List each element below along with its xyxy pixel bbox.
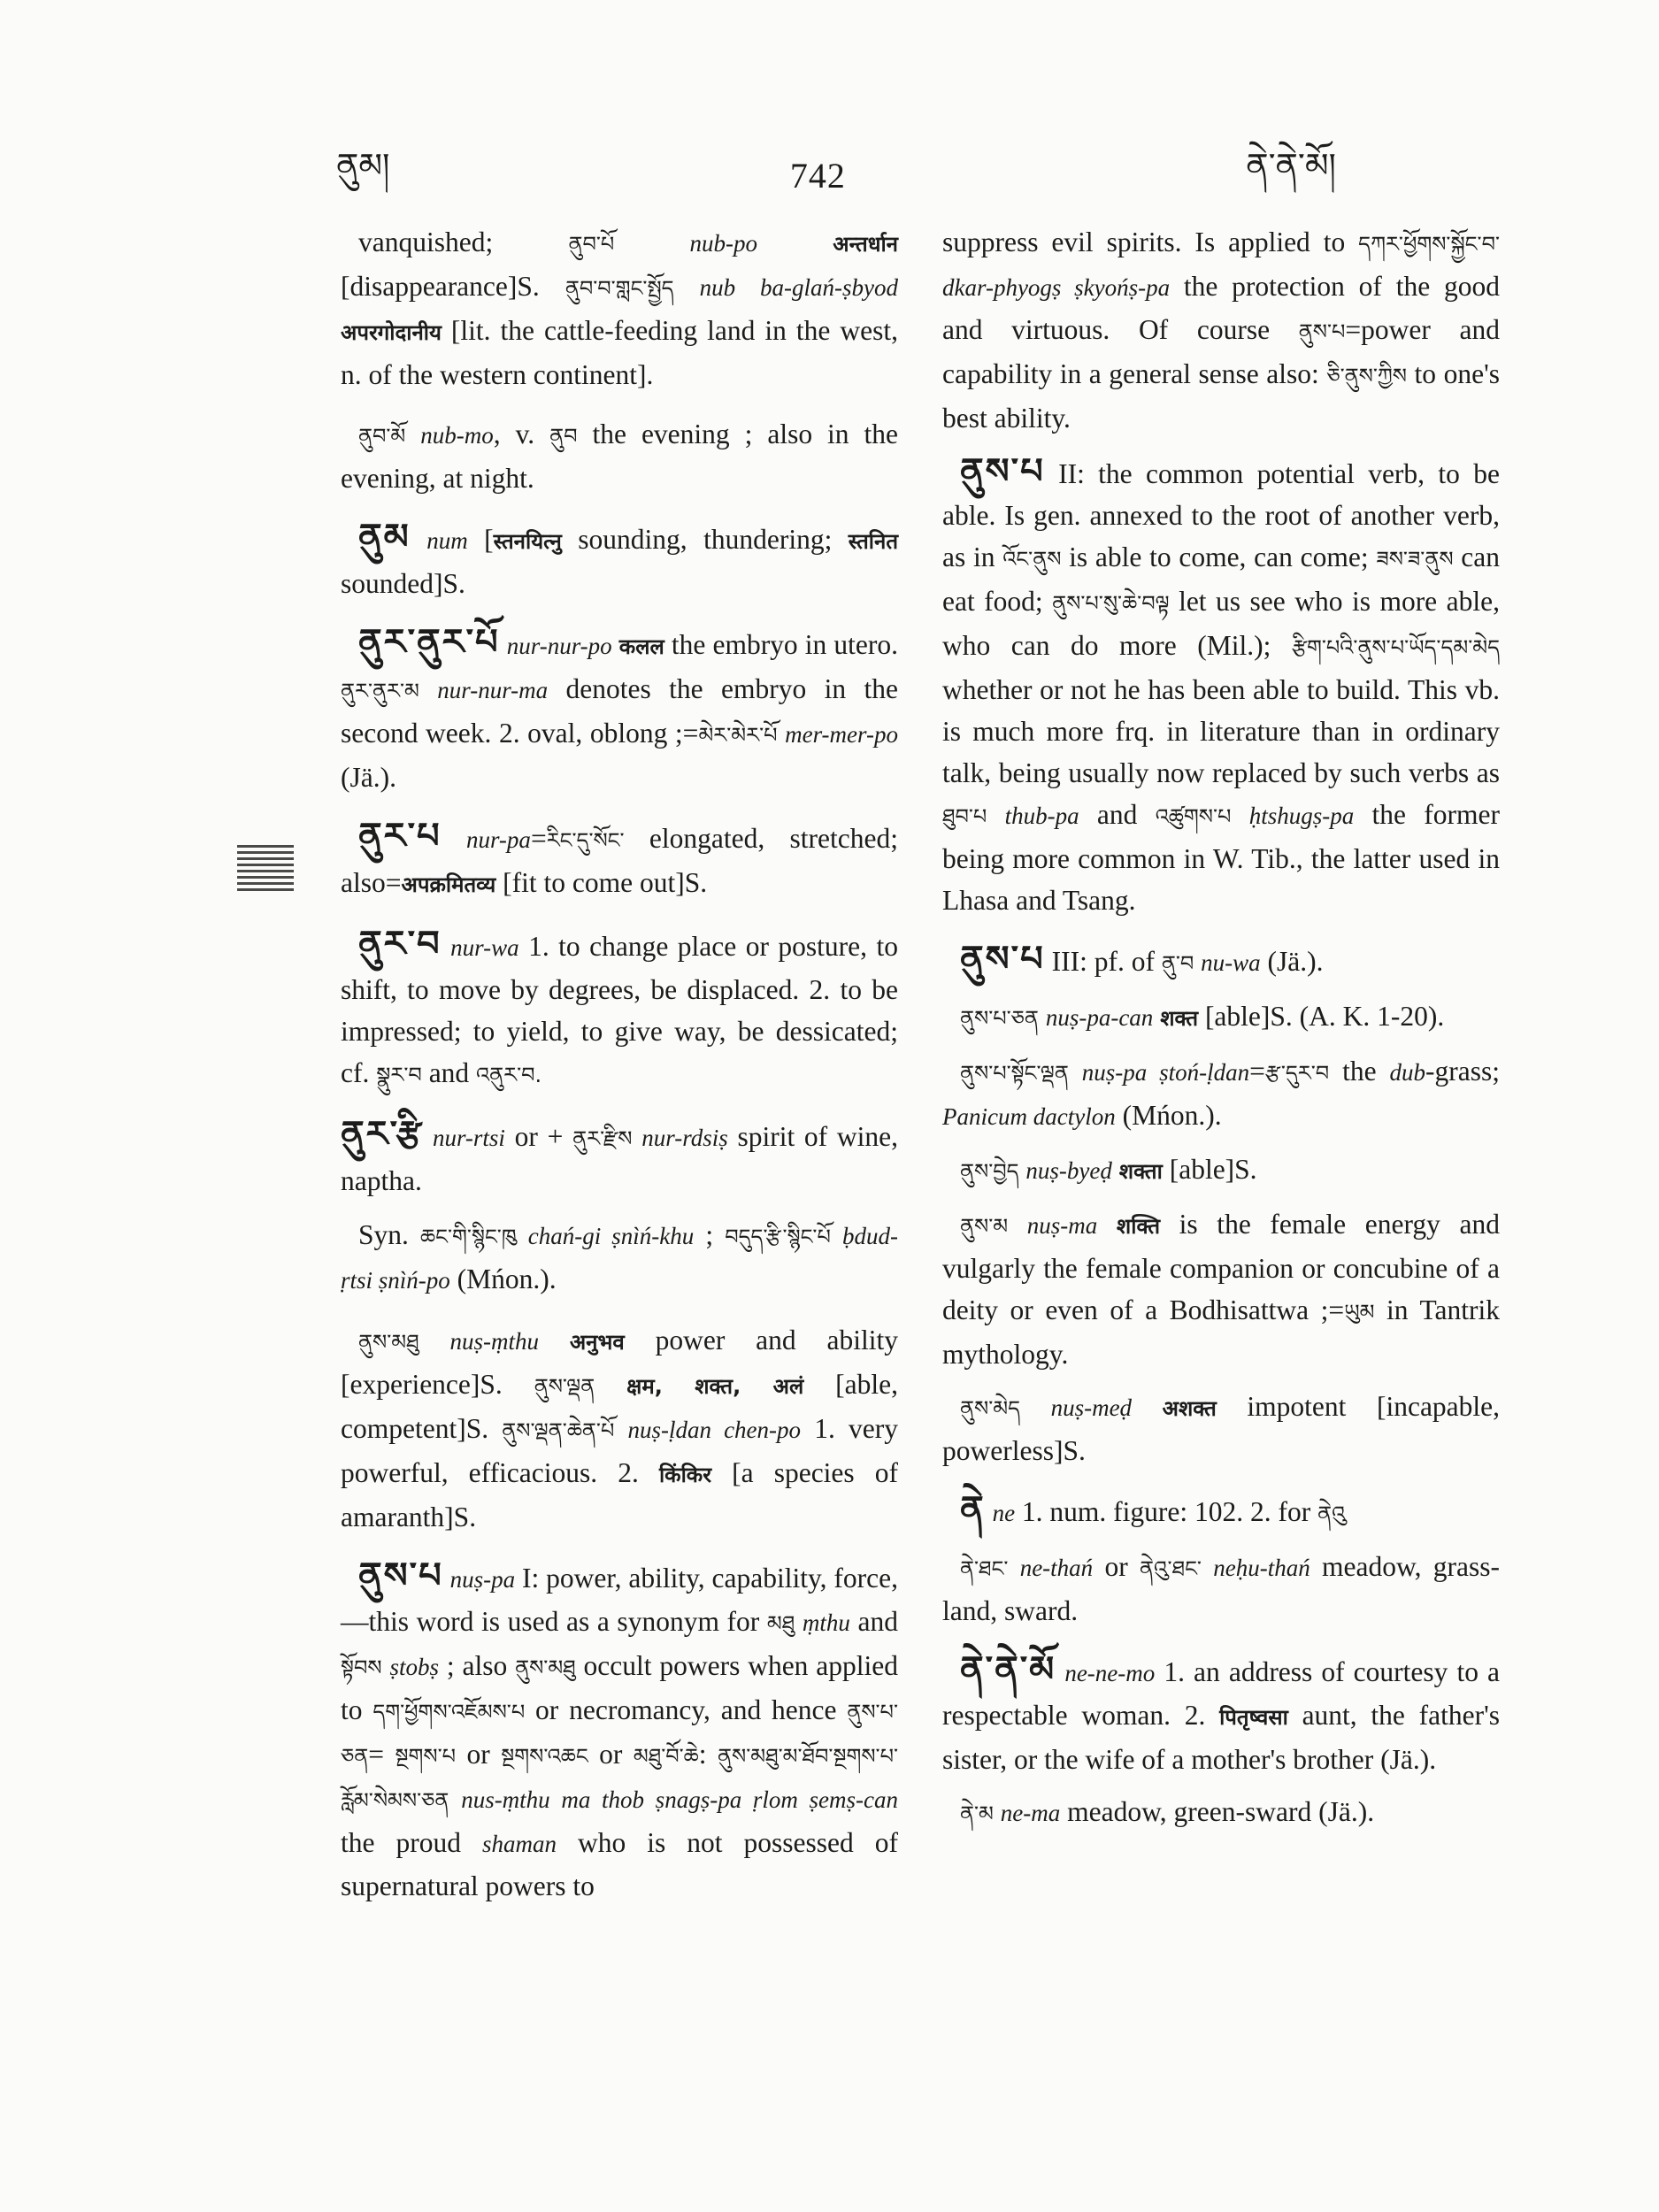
entry-text: can eat food; — [942, 541, 1501, 617]
entry-text — [795, 1606, 803, 1637]
transliteration: nuṣ-ḷdan chen-po — [627, 1417, 802, 1443]
dictionary-entry — [341, 622, 898, 798]
dictionary-entry — [942, 1791, 1500, 1835]
entry-text: the embryo in utero. — [664, 629, 898, 660]
entry-text: power and ability [experience]S. — [341, 1325, 899, 1400]
sanskrit-word: शक्त — [1160, 1006, 1199, 1031]
entry-text: occult powers when applied to — [341, 1650, 899, 1725]
left-guide-word: ནུམ། — [336, 145, 390, 185]
headword: ནུས་པ — [960, 939, 1045, 979]
entry-text: , v. — [493, 419, 550, 449]
dictionary-entry — [341, 816, 898, 906]
tibetan-word: ནུས་མཐུ — [515, 1655, 576, 1680]
headword: ནུར་ནུར་པོ — [358, 622, 500, 663]
tibetan-word: འོང་ནུས — [1002, 547, 1062, 572]
tibetan-word: འནུར་བ. — [476, 1063, 542, 1087]
entry-text — [1231, 799, 1248, 830]
dictionary-entry — [942, 451, 1500, 921]
entry-text — [1202, 1551, 1213, 1582]
entry-text: meadow, grass-land, sward. — [942, 1551, 1501, 1626]
entry-text: = — [530, 823, 547, 854]
entry-text — [612, 629, 619, 660]
tibetan-word: ནེའུ་ཐང་ — [1139, 1556, 1202, 1581]
entry-text — [1008, 1209, 1027, 1240]
entry-text: to one's best ability. — [942, 358, 1500, 434]
dictionary-entry — [341, 413, 898, 499]
entry-text: 1. an address of courtesy to a respectable woman. 2. — [942, 1656, 1501, 1731]
tibetan-word: བདུད་རྩི་སྙིང་པོ — [725, 1225, 831, 1249]
transliteration: nur-wa — [450, 934, 519, 961]
entry-text: vanquished; — [358, 227, 569, 257]
transliteration: ḅdud-ṛtsi ṣnìń-po — [341, 1223, 898, 1294]
transliteration: nur-rtsi — [432, 1125, 505, 1151]
headword: ནུར་རྩི — [341, 1114, 424, 1155]
entry-text — [987, 799, 1004, 830]
dictionary-entry — [942, 1148, 1500, 1193]
entry-text: the protection of the good and virtuous. Of course — [942, 271, 1500, 345]
sanskrit-word: अनुभव — [569, 1330, 625, 1355]
transliteration: ne-ma — [1000, 1800, 1061, 1826]
dictionary-entry — [942, 1546, 1500, 1632]
left-column — [341, 221, 898, 1924]
dictionary-entry — [341, 1319, 898, 1538]
transliteration: nub-po — [689, 230, 758, 257]
entry-text: ; — [694, 1219, 726, 1250]
transliteration: nu-wa — [1201, 949, 1261, 976]
sanskrit-word: पितृष्वसा — [1219, 1705, 1288, 1730]
entry-text — [500, 629, 507, 660]
entry-text: 1. to change place or posture, to shift, to move by degrees, be displaced. 2. to be impressed; to yield, to give way, be dessicated; cf. — [341, 931, 899, 1088]
dictionary-entry — [942, 995, 1500, 1040]
sanskrit-word: स्तनयित्नु — [493, 529, 562, 554]
entry-text — [423, 1121, 433, 1152]
tibetan-word: ཟས་ཟ་ནུས — [1376, 547, 1454, 572]
tibetan-word: ནུས་མ — [960, 1214, 1009, 1239]
entry-text: = — [1249, 1056, 1265, 1087]
transliteration: nur-nur-ma — [437, 677, 549, 703]
entry-text — [1069, 1056, 1082, 1087]
entry-text — [449, 1783, 461, 1814]
entry-text: the evening ; also in the evening, at night. — [341, 419, 898, 494]
sanskrit-word: स्तनित — [848, 529, 898, 554]
entry-text — [1112, 1154, 1119, 1185]
entry-text — [614, 1413, 627, 1444]
transliteration: nus-ṃthu ma thob ṣnagṣ-pa ṛlom ṣemṣ-can — [461, 1786, 899, 1813]
tibetan-word: མེར་མེར་པོ — [698, 723, 778, 748]
transliteration: mer-mer-po — [785, 721, 898, 748]
sanskrit-word: शक्ता — [1118, 1159, 1163, 1184]
entry-text — [614, 227, 689, 257]
entry-text — [443, 1563, 450, 1594]
entry-text: sounded]S. — [341, 568, 465, 599]
transliteration: ṣtobṣ — [389, 1654, 439, 1680]
entry-text — [994, 1796, 1001, 1827]
headword: ནུར་བ — [358, 924, 442, 964]
right-guide-word: ནེ་ནེ་མོ། — [1246, 145, 1336, 185]
entry-text: [a species of amaranth]S. — [341, 1457, 898, 1532]
entry-text: and — [849, 1606, 899, 1637]
tibetan-word: ནེ་མ — [960, 1801, 994, 1826]
tibetan-word: ནུས་ལྡན — [534, 1374, 595, 1399]
entry-text: is the female energy and vulgarly the female companion or concubine of a deity or even of a Bodhisattwa ;= — [942, 1209, 1501, 1325]
sanskrit-word: अपक्रमितव्य — [401, 872, 496, 897]
dictionary-entry — [942, 939, 1500, 985]
entry-text — [405, 419, 420, 449]
right-column — [942, 221, 1500, 1853]
tibetan-word: ནུབ་པོ — [568, 232, 615, 257]
transliteration: ne-thań — [1019, 1555, 1094, 1581]
tibetan-word: རྩ་དུར་བ — [1264, 1061, 1330, 1086]
transliteration: dkar-phyogṣ ṣkyońṣ-pa — [942, 274, 1171, 301]
margin-stamp-icon — [237, 845, 294, 895]
entry-text: 1. num. figure: 102. 2. for — [1015, 1496, 1318, 1527]
tibetan-word: ནུས་པ་ཅན — [960, 1006, 1039, 1031]
transliteration: nuṣ-pa-can — [1045, 1004, 1154, 1031]
tibetan-word: ནུས་བྱེད — [960, 1159, 1019, 1184]
entry-text: aunt, the father's sister, or the wife of a mother's brother (Jä.). — [942, 1700, 1500, 1775]
transliteration: ḥtshugṣ-pa — [1248, 803, 1355, 829]
entry-text — [831, 1219, 842, 1250]
transliteration: nuṣ-ṃthu — [449, 1328, 539, 1355]
dictionary-entry — [942, 1050, 1500, 1138]
entry-text: elongated, stretched; also= — [341, 823, 898, 898]
transliteration: thub-pa — [1004, 803, 1079, 829]
entry-text: suppress evil spirits. Is applied to — [942, 227, 1359, 257]
entry-text: II: the common potential verb, to be able. Is gen. annexed to the root of another verb, as in — [942, 458, 1500, 572]
entry-text — [778, 718, 786, 749]
tibetan-word: ནུས་པ་ཅན — [341, 1700, 898, 1769]
entry-text — [1097, 1209, 1117, 1240]
entry-text — [419, 1325, 450, 1356]
sanskrit-word: कलल — [618, 634, 664, 659]
headword: ནུམ — [358, 517, 411, 557]
entry-text: [lit. the cattle-feeding land in the west, n. of the western continent]. — [341, 315, 898, 390]
entry-text: whether or not he has been able to build. This vb. is much more frq. in literature than in ordinary talk, being usually now replaced by such verbs as — [942, 674, 1500, 788]
sanskrit-word: अशक्त — [1162, 1396, 1217, 1421]
transliteration: nub ba-glań-ṣbyod — [699, 274, 899, 301]
tibetan-word: ནེའུ — [1317, 1502, 1346, 1526]
entry-text: or — [456, 1739, 502, 1770]
sanskrit-word: किंकिर — [658, 1463, 712, 1487]
dictionary-entry — [341, 1555, 898, 1907]
headword: ནུས་པ — [358, 1555, 443, 1596]
tibetan-word: ནུས་པ་སྟོང་ལྡན — [960, 1061, 1069, 1086]
transliteration: dub — [1389, 1059, 1426, 1086]
entry-text: or necromancy, and hence — [525, 1694, 848, 1725]
entry-text: =power and capability in a general sense also: — [942, 314, 1501, 389]
dictionary-entry — [341, 221, 898, 396]
tibetan-word: རྩིག་པའི་ནུས་པ་ཡོད་དམ་མེད — [1291, 635, 1500, 660]
tibetan-word: སྟོབས — [341, 1655, 382, 1680]
entry-text: denotes the embryo in the second week. 2. oval, oblong ;= — [341, 673, 898, 749]
entry-text — [539, 1325, 570, 1356]
transliteration: nuṣ-ma — [1026, 1212, 1098, 1239]
tibetan-word: ནུས་མཐུ་མ་ཐོབ་སྔགས་པ་རློམ་སེམས་ཅན — [341, 1744, 898, 1813]
sanskrit-word: क्षम, शक्त, अलं — [626, 1374, 804, 1399]
dictionary-entry — [341, 1214, 898, 1302]
entry-text — [674, 271, 700, 302]
headword: ནུར་པ — [358, 816, 442, 856]
tibetan-word: ནུབ་མོ — [358, 424, 406, 449]
entry-text: = — [368, 1739, 396, 1770]
entry-text: (Mńon.). — [1115, 1100, 1222, 1131]
entry-text: or — [588, 1739, 634, 1770]
transliteration: chań-gi ṣnìń-khu — [527, 1223, 695, 1249]
entry-text — [1056, 1656, 1064, 1687]
transliteration: ne — [992, 1500, 1016, 1526]
entry-text: (Mńon.). — [449, 1263, 557, 1294]
entry-text: sounding, thundering; — [561, 524, 849, 555]
tibetan-word: ནུས་མེད — [960, 1396, 1020, 1421]
entry-text: spirit of wine, naptha. — [341, 1121, 899, 1196]
tibetan-word: མཐུ — [766, 1611, 795, 1636]
entry-text — [1194, 946, 1201, 977]
tibetan-word: འཚུགས་པ — [1155, 804, 1232, 829]
entry-text: 1. very powerful, efficacious. 2. — [341, 1413, 898, 1488]
transliteration: nuṣ-pa ṣtoń-ḷdan — [1081, 1059, 1250, 1086]
dictionary-entry — [942, 221, 1500, 439]
tibetan-word: སྣུར་བ — [376, 1063, 422, 1087]
entry-text: III: pf. of — [1044, 946, 1162, 977]
entry-text: or + — [504, 1121, 573, 1152]
transliteration: nuṣ-pa — [449, 1566, 516, 1593]
tibetan-word: ནུབ་བ་གླང་སྤྱོད — [565, 276, 674, 301]
transliteration: shaman — [481, 1831, 557, 1857]
entry-text — [442, 931, 450, 962]
entry-text — [517, 1219, 528, 1250]
entry-text — [633, 1121, 642, 1152]
entry-text: [fit to come out]S. — [495, 867, 708, 898]
entry-text: I: power, ability, capability, force,—this word is used as a synonym for — [341, 1563, 899, 1637]
tibetan-word: ནུར་ནུར་མ — [341, 679, 419, 703]
tibetan-word: སྔགས་འཆང — [501, 1744, 588, 1769]
entry-text: and — [1079, 799, 1156, 830]
headword: ནེ་ནེ་མོ — [960, 1649, 1056, 1690]
transliteration: neḥu-thań — [1213, 1555, 1310, 1581]
entry-text: the proud — [341, 1827, 482, 1858]
transliteration: nur-pa — [465, 826, 531, 853]
sanskrit-word: अपरगोदानीय — [341, 320, 442, 345]
entry-text: impotent [incapable, powerless]S. — [942, 1391, 1501, 1466]
entry-text: and — [421, 1057, 477, 1088]
transliteration: nuṣ-meḍ — [1050, 1394, 1133, 1421]
tibetan-word: སྔགས་པ — [395, 1744, 457, 1769]
entry-text: [disappearance]S. — [341, 271, 565, 302]
entry-text: (Jä.). — [341, 762, 396, 793]
dictionary-entry — [341, 517, 898, 604]
entry-text: -grass; — [1425, 1056, 1501, 1087]
dictionary-entry — [341, 924, 898, 1096]
entry-text — [1008, 1551, 1019, 1582]
transliteration: nub-mo — [420, 422, 494, 449]
entry-text — [1153, 1001, 1160, 1032]
entry-text: meadow, green-sward (Jä.). — [1060, 1796, 1375, 1827]
entry-text: who is not possessed of supernatural powers to — [341, 1827, 898, 1901]
tibetan-word: དཀར་ཕྱོགས་སྐྱོང་བ་ — [1358, 232, 1500, 257]
entry-text: Syn. — [358, 1219, 421, 1250]
transliteration: nuṣ-byeḍ — [1025, 1157, 1112, 1184]
entry-text — [1132, 1391, 1163, 1422]
entry-text — [1020, 1391, 1051, 1422]
tibetan-word: ཅི་ནུས་ཀྱིས — [1326, 364, 1407, 388]
tibetan-word: ནེ་ཐང་ — [960, 1556, 1009, 1581]
transliteration: Panicum dactylon — [942, 1103, 1116, 1130]
transliteration: ne-ne-mo — [1064, 1660, 1156, 1686]
entry-text: [ — [467, 524, 494, 555]
entry-text — [986, 1496, 993, 1527]
sanskrit-word: शक्ति — [1116, 1214, 1161, 1239]
entry-text: [able]S. — [1162, 1154, 1257, 1185]
transliteration: nur-rdsiṣ — [641, 1125, 728, 1151]
headword: ནུས་པ — [960, 451, 1045, 492]
transliteration: nur-nur-po — [506, 633, 612, 659]
tibetan-word: མཐུ་བོ་ཆེ — [633, 1744, 699, 1769]
entry-text: in Tantrik mythology. — [942, 1294, 1500, 1370]
entry-text — [411, 524, 426, 555]
tibetan-word: ནུབ — [549, 424, 578, 449]
dictionary-entry — [942, 1489, 1500, 1535]
tibetan-word: ཆང་གི་སྙིང་ཁུ — [420, 1225, 517, 1249]
entry-text: is able to come, can come; — [1061, 541, 1377, 572]
entry-text: (Jä.). — [1260, 946, 1324, 977]
tibetan-word: ཐུབ་པ — [942, 804, 987, 829]
page-number: 742 — [789, 155, 846, 196]
transliteration: ṃthu — [802, 1609, 850, 1636]
entry-text — [757, 227, 833, 257]
tibetan-word: ནུར་རྫིས — [572, 1126, 633, 1151]
tibetan-word: ནུས་ལྡན་ཆེན་པོ — [502, 1418, 615, 1443]
entry-text: : — [698, 1739, 718, 1770]
entry-text — [419, 673, 437, 704]
transliteration: num — [426, 527, 468, 554]
entry-text: let us see who is more able, who can do more (Mil.); — [942, 586, 1500, 661]
tibetan-word: ཡུམ — [1344, 1300, 1375, 1325]
tibetan-word: དག་ཕྱོགས་འཇོམས་པ — [373, 1700, 526, 1724]
entry-text — [442, 823, 466, 854]
dictionary-entry — [341, 1114, 898, 1202]
tibetan-word: ནུས་པ — [1298, 319, 1346, 344]
dictionary-entry — [942, 1203, 1500, 1375]
entry-text: [able, competent]S. — [341, 1369, 898, 1444]
entry-text: the — [1329, 1056, 1390, 1087]
dictionary-entry — [942, 1386, 1500, 1471]
tibetan-word: ནུས་མཐུ — [358, 1330, 419, 1355]
dictionary-entry — [942, 1649, 1500, 1780]
entry-text: the former being more common in W. Tib., the latter used in Lhasa and Tsang. — [942, 799, 1501, 916]
headword: ནེ — [960, 1489, 986, 1530]
entry-text: ; also — [439, 1650, 516, 1681]
entry-text — [595, 1369, 626, 1400]
page-header — [336, 145, 1336, 202]
sanskrit-word: अन्तर्धान — [833, 232, 899, 257]
tibetan-word: ནུས་པ་སུ་ཆེ་བལྟ — [1052, 591, 1170, 616]
tibetan-word: ནུ་བ — [1161, 951, 1194, 976]
tibetan-word: རིང་དུ་སོང་ — [546, 828, 625, 853]
entry-text: [able]S. (A. K. 1-20). — [1198, 1001, 1445, 1032]
entry-text: or — [1093, 1551, 1140, 1582]
entry-text — [1039, 1001, 1046, 1032]
